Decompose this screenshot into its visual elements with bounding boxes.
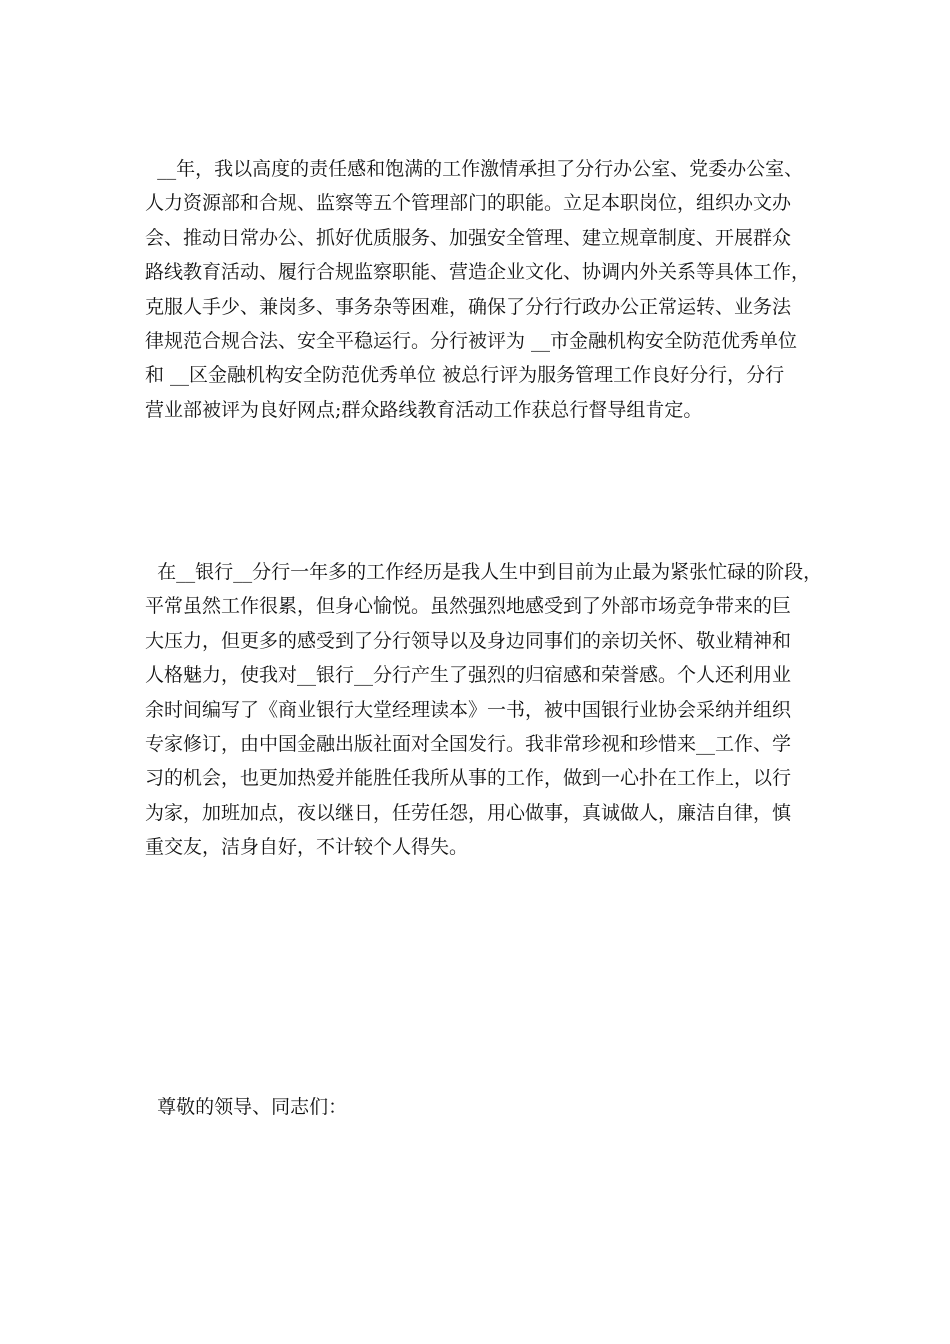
text-line: 路线教育活动、履行合规监察职能、营造企业文化、协调内外关系等具体工作， <box>145 261 811 284</box>
text-line: 人格魅力，使我对__银行__分行产生了强烈的归宿感和荣誉感。个人还利用业 <box>145 664 792 687</box>
text-line: 大压力，但更多的感受到了分行领导以及身边同事们的亲切关怀、敬业精神和 <box>145 629 792 652</box>
text-line: 营业部被评为良好网点;群众路线教育活动工作获总行督导组肯定。 <box>145 398 703 421</box>
paragraph-work-summary <box>145 152 815 427</box>
text-line: 人力资源部和合规、监察等五个管理部门的职能。立足本职岗位，组织办文办 <box>145 192 792 215</box>
text-line: 专家修订，由中国金融出版社面对全国发行。我非常珍视和珍惜来__工作、学 <box>145 733 792 756</box>
text-line: 平常虽然工作很累，但身心愉悦。虽然强烈地感受到了外部市场竞争带来的巨 <box>145 595 792 618</box>
text-line: 重交友，洁身自好，不计较个人得失。 <box>145 836 469 859</box>
text-line: 为家，加班加点，夜以继日，任劳任怨，用心做事，真诚做人，廉洁自律，慎 <box>145 801 792 824</box>
paragraph-work-experience <box>145 555 823 865</box>
text-line: 在__银行__分行一年多的工作经历是我人生中到目前为止最为紧张忙碌的阶段， <box>145 561 823 583</box>
text-line: __年，我以高度的责任感和饱满的工作激情承担了分行办公室、党委办公室、 <box>145 158 804 180</box>
greeting-line: 尊敬的领导、同志们： <box>145 1096 348 1118</box>
text-line: 余时间编写了《商业银行大堂经理读本》一书，被中国银行业协会采纳并组织 <box>145 698 792 721</box>
text-line: 律规范合规合法、安全平稳运行。分行被评为 __市金融机构安全防范优秀单位 <box>145 330 798 353</box>
paragraph-greeting <box>145 1090 815 1124</box>
text-line: 会、推动日常办公、抓好优质服务、加强安全管理、建立规章制度、开展群众 <box>145 226 792 249</box>
text-line: 和 __区金融机构安全防范优秀单位 被总行评为服务管理工作良好分行，分行 <box>145 364 785 387</box>
text-line: 克服人手少、兼岗多、事务杂等困难，确保了分行行政办公正常运转、业务法 <box>145 295 792 318</box>
text-line: 习的机会，也更加热爱并能胜任我所从事的工作，做到一心扑在工作上，以行 <box>145 767 792 790</box>
